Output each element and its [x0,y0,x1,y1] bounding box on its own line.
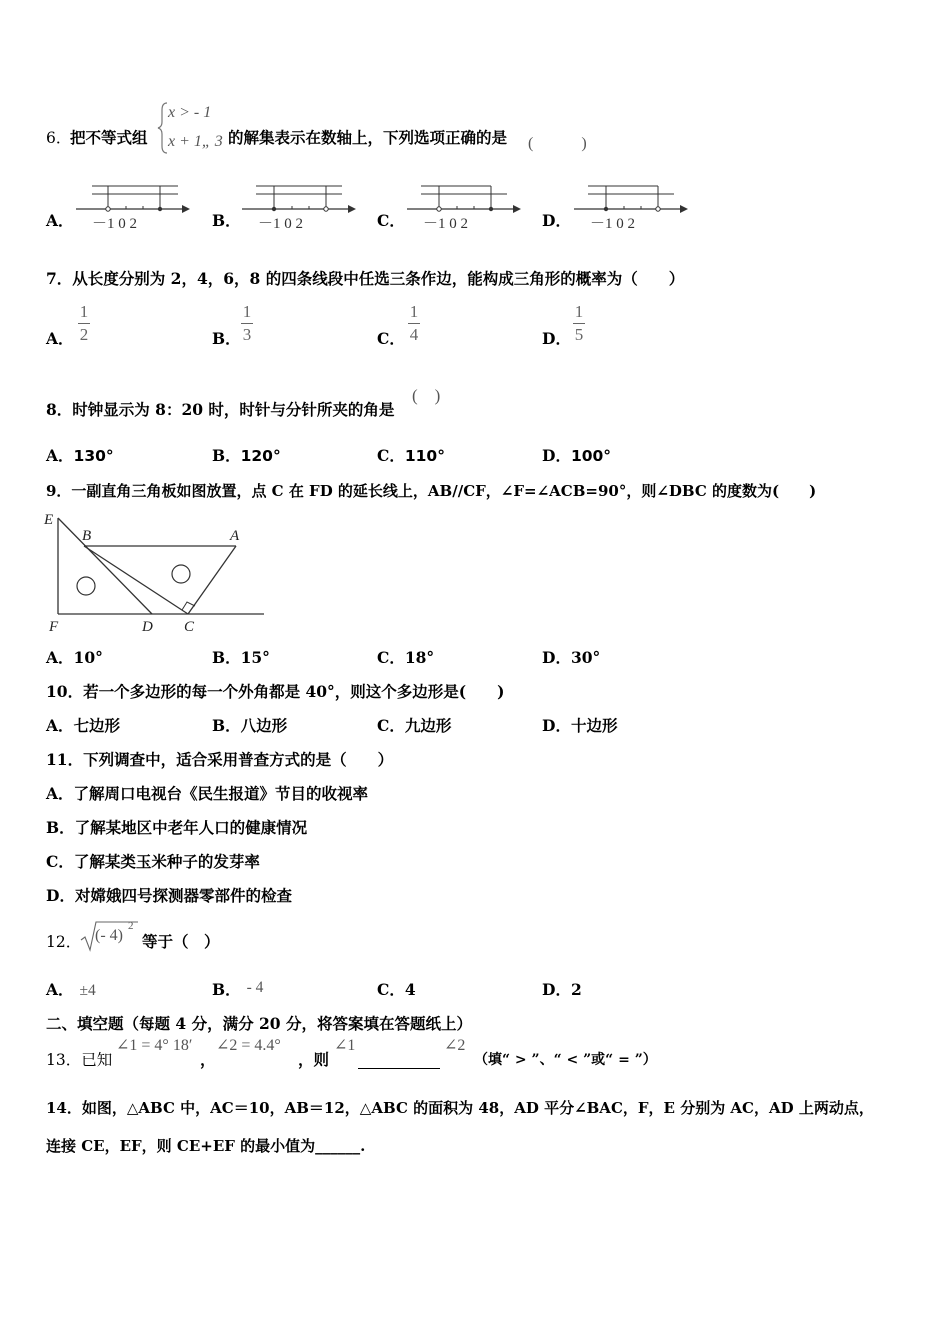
q8-option-a[interactable]: A．130° [46,446,114,465]
q9-label-e: E [44,512,54,528]
q6-system-line2: x + 1„ 3 [168,133,223,150]
q6-stem-a: 把不等式组 [70,128,148,147]
q7-option-d-label[interactable]: D． [542,329,571,348]
q14-line1: 14．如图，△ABC 中，AC＝10，AB＝12，△ABC 的面积为 48，AD 平分∠BAC，F，E 分别为 AC，AD 上两动点， [46,1099,874,1117]
q6-c-tick-labels: －1 0 2 [423,216,469,232]
q7-option-c-fraction[interactable]: 1 4 [409,302,419,344]
q10-option-c[interactable]: C．九边形 [377,716,452,735]
q8-option-c[interactable]: C．110° [377,446,445,465]
q6-option-c-number-line[interactable] [405,180,525,234]
q9-label-c: C [184,619,195,635]
q12-sqrt-expression [80,920,140,954]
q6-option-c-label[interactable]: C． [377,211,405,230]
q9-triangle-figure [40,506,270,638]
q6-a-tick-labels: －1 0 2 [92,216,138,232]
q6-system-line1: x > - 1 [168,104,212,121]
q13-then: ，则 [298,1050,330,1069]
q10-stem: 10．若一个多边形的每一个外角都是 40°，则这个多边形是( ) [46,682,505,701]
q11-option-a[interactable]: A．了解周口电视台《民生报道》节目的收视率 [46,784,369,803]
q9-label-a: A [230,528,240,544]
q9-stem: 9．一副直角三角板如图放置，点 C 在 FD 的延长线上，AB//CF，∠F=∠ACB=90°，则∠DBC 的度数为( ) [46,482,817,500]
q12-option-d[interactable]: D．2 [542,980,582,999]
q8-option-d[interactable]: D．100° [542,446,612,465]
q6-b-tick-labels: －1 0 2 [258,216,304,232]
q6-stem-b: 的解集表示在数轴上，下列选项正确的是 [228,128,508,147]
q9-label-d: D [142,619,153,635]
q9-option-d[interactable]: D．30° [542,648,601,667]
q13-tail: （填“ > ”、“ < ”或“ = ”） [474,1052,657,1068]
q7-option-c-label[interactable]: C． [377,329,405,348]
q6-option-d-label[interactable]: D． [542,211,571,230]
q9-option-c[interactable]: C．18° [377,648,435,667]
q12-radicand: (- 4) [95,927,123,944]
q12-stem-b: 等于（ ） [142,932,220,951]
q13-a2: ∠2 [444,1037,466,1054]
q7-option-a-fraction[interactable]: 1 2 [79,302,89,344]
q13-angle1: ∠1 = 4° 18′ [116,1037,193,1054]
q10-option-b[interactable]: B．八边形 [212,716,288,735]
q9-label-b: B [82,528,92,544]
q7-option-b-label[interactable]: B． [212,329,241,348]
q7-option-d-fraction[interactable]: 1 5 [574,302,584,344]
q12-number: 12． [46,933,82,951]
q6-option-b-number-line[interactable] [240,180,360,234]
q11-stem: 11．下列调查中，适合采用普查方式的是（ ） [46,750,394,769]
q10-option-d[interactable]: D．十边形 [542,716,618,735]
q10-option-a[interactable]: A．七边形 [46,716,121,735]
q6-option-a-number-line[interactable] [74,180,194,234]
q6-d-tick-labels: －1 0 2 [590,216,636,232]
q11-option-d[interactable]: D．对嫦娥四号探测器零部件的检查 [46,886,292,905]
q8-paren: ( ) [412,386,441,405]
q7-stem: 7．从长度分别为 2，4，6，8 的四条线段中任选三条作边，能构成三角形的概率为（ ） [46,269,685,288]
q6-number: 6． [46,129,72,147]
q6-option-a-label[interactable]: A． [46,211,74,230]
q13-answer-blank[interactable] [358,1050,440,1069]
q8-stem: 8．时钟显示为 8：20 时，时针与分针所夹的角是 [46,400,395,419]
q11-option-c[interactable]: C．了解某类玉米种子的发芽率 [46,852,260,871]
q7-option-a-label[interactable]: A． [46,329,74,348]
q13-a1: ∠1 [334,1037,356,1054]
q14-line2: 连接 CE，EF，则 CE+EF 的最小值为______. [46,1137,366,1155]
q13-sep: ， [200,1050,216,1069]
q6-option-b-label[interactable]: B． [212,211,241,230]
q12-option-c[interactable]: C．4 [377,980,416,999]
section-2-heading: 二、填空题（每题 4 分，满分 20 分，将答案填在答题纸上） [46,1014,472,1033]
q9-option-a[interactable]: A．10° [46,648,103,667]
q13-angle2: ∠2 = 4.4° [216,1037,281,1054]
q7-option-b-fraction[interactable]: 1 3 [242,302,252,344]
q6-paren: ( ) [528,135,587,152]
q11-option-b[interactable]: B．了解某地区中老年人口的健康情况 [46,818,308,837]
q9-option-b[interactable]: B．15° [212,648,270,667]
q9-label-f: F [49,619,59,635]
q12-option-b[interactable]: B． - 4 [212,979,264,999]
q12-exponent: 2 [128,920,134,932]
q6-inequality-system [156,100,228,156]
q8-option-b[interactable]: B．120° [212,446,281,465]
q12-option-a[interactable]: A． ±4 [46,980,96,999]
q13-prefix: 13．已知 [46,1051,113,1069]
q6-option-d-number-line[interactable] [572,180,692,234]
